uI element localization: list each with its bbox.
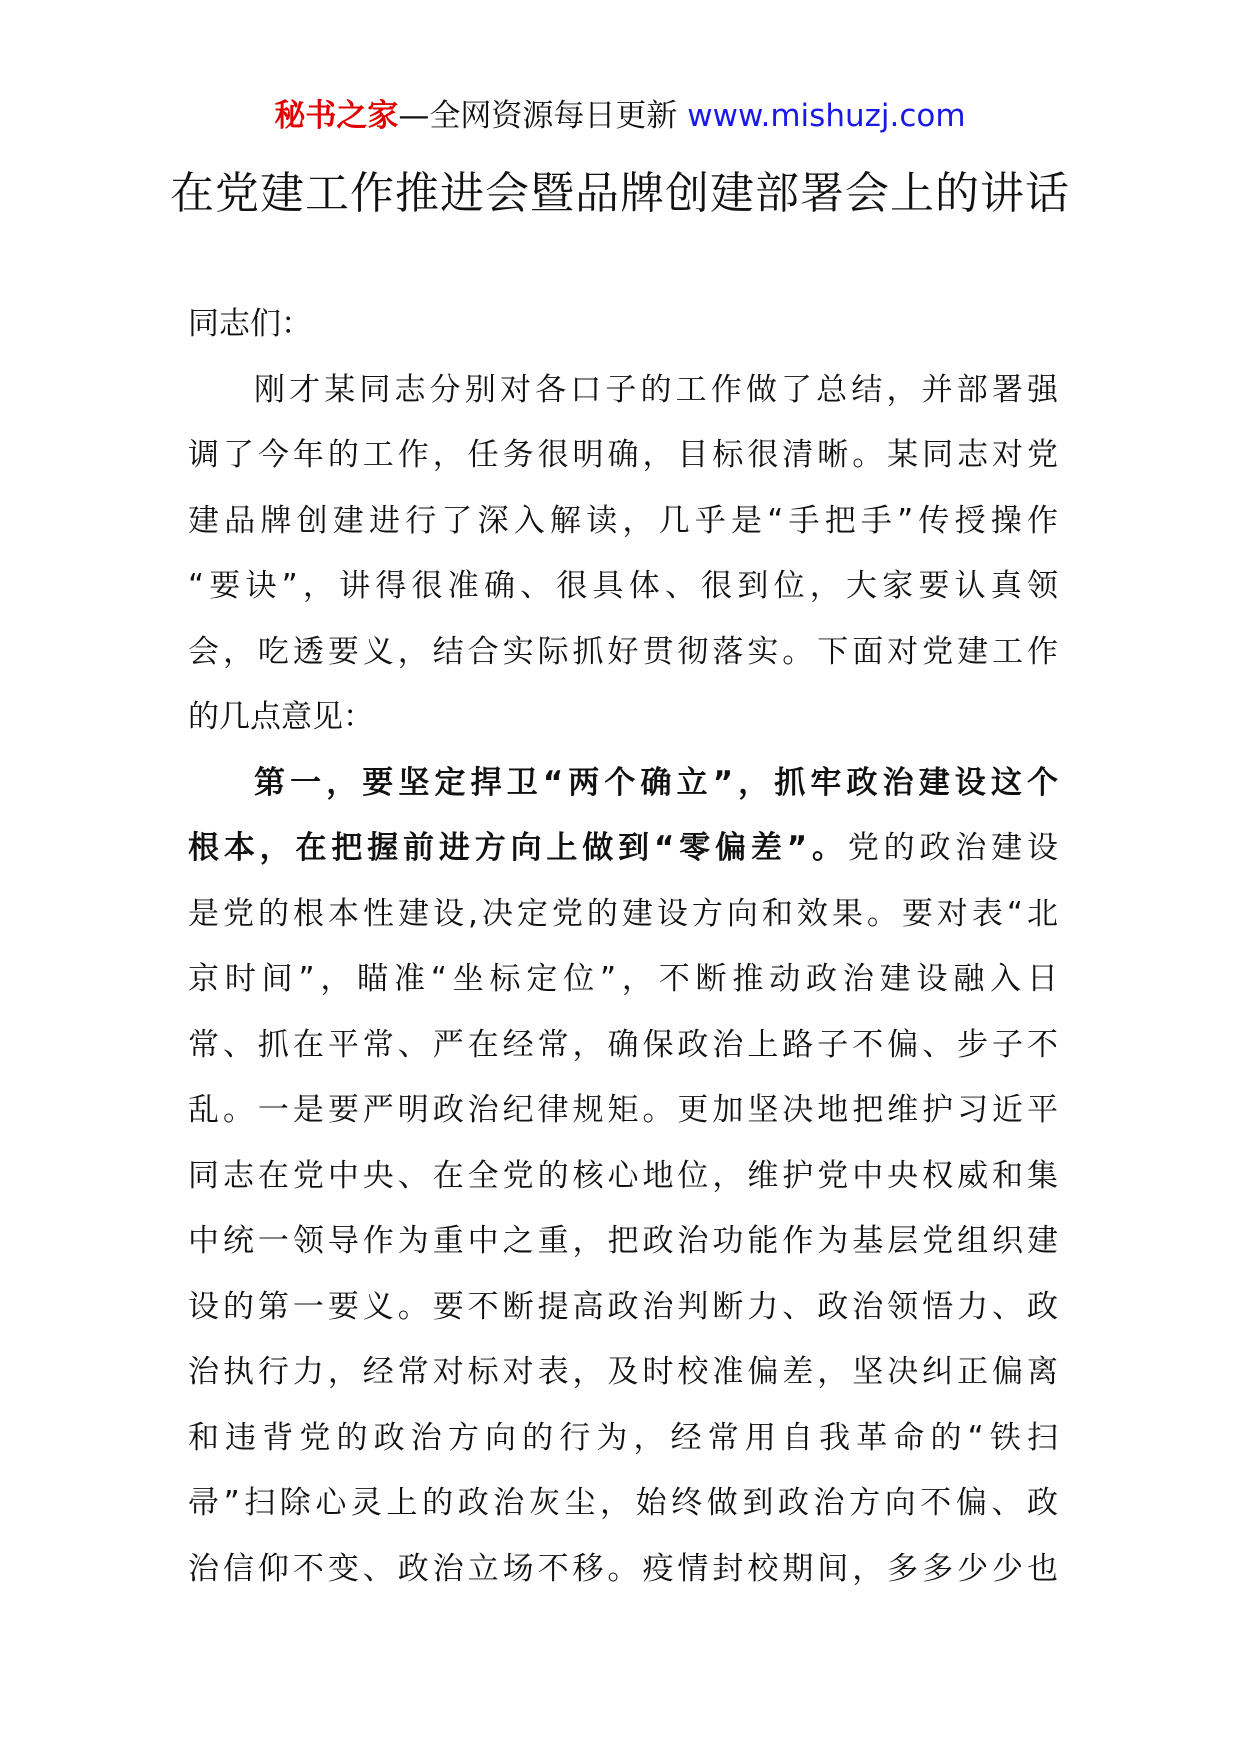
paragraph-line: 的几点意见：	[188, 699, 374, 735]
paragraph-line: 乱。一是要严明政治纪律规矩。更加坚决地把维护习近平	[188, 1092, 1058, 1128]
paragraph-line: 常、抓在平常、严在经常，确保政治上路子不偏、步子不	[188, 1026, 1058, 1063]
paragraph-line	[188, 816, 1058, 882]
paragraph-line: 刚才某同志分别对各口子的工作做了总结，并部署强	[254, 371, 1058, 408]
paragraph-line: 帚”扫除心灵上的政治灰尘，始终做到政治方向不偏、政	[188, 1485, 1058, 1521]
site-header	[0, 96, 1240, 136]
section-heading-continued: 根本，在把握前进方向上做到“零偏差”。	[188, 830, 848, 866]
paragraph-line: 中统一领导作为重中之重，把政治功能作为基层党组织建	[188, 1223, 1058, 1259]
paragraph-line: 调了今年的工作，任务很明确，目标很清晰。某同志对党	[188, 437, 1058, 473]
paragraph-line: 会，吃透要义，结合实际抓好贯彻落实。下面对党建工作	[188, 633, 1058, 670]
paragraph-line: 治执行力，经常对标对表，及时校准偏差，坚决纠正偏离	[188, 1354, 1058, 1390]
salutation: 同志们：	[188, 306, 312, 342]
document-title: 在党建工作推进会暨品牌创建部署会上的讲话	[170, 168, 1070, 219]
paragraph-line: 治信仰不变、政治立场不移。疫情封校期间，多多少少也	[188, 1550, 1058, 1587]
section-heading: 第一，要坚定捍卫“两个确立”，抓牢政治建设这个	[254, 764, 1058, 801]
paragraph-line: 建品牌创建进行了深入解读，几乎是“手把手”传授操作	[188, 502, 1058, 539]
paragraph-line: “要诀”，讲得很准确、很具体、很到位，大家要认真领	[188, 568, 1058, 604]
paragraph-line: 和违背党的政治方向的行为，经常用自我革命的“铁扫	[188, 1419, 1058, 1456]
paragraph-line: 同志在党中央、在全党的核心地位，维护党中央权威和集	[188, 1157, 1058, 1194]
document-body	[188, 292, 1058, 1602]
paragraph-line: 京时间”，瞄准“坐标定位”，不断推动政治建设融入日	[188, 961, 1058, 997]
brand-name: 秘书之家	[274, 98, 399, 134]
paragraph-line: 是党的根本性建设,决定党的建设方向和效果。要对表“北	[188, 895, 1058, 932]
paragraph-text: 党的政治建设	[847, 830, 1058, 866]
header-tagline: —全网资源每日更新	[398, 98, 678, 134]
website-link[interactable]: www.mishuzj.com	[687, 98, 966, 134]
paragraph-line: 设的第一要义。要不断提高政治判断力、政治领悟力、政	[188, 1288, 1058, 1325]
